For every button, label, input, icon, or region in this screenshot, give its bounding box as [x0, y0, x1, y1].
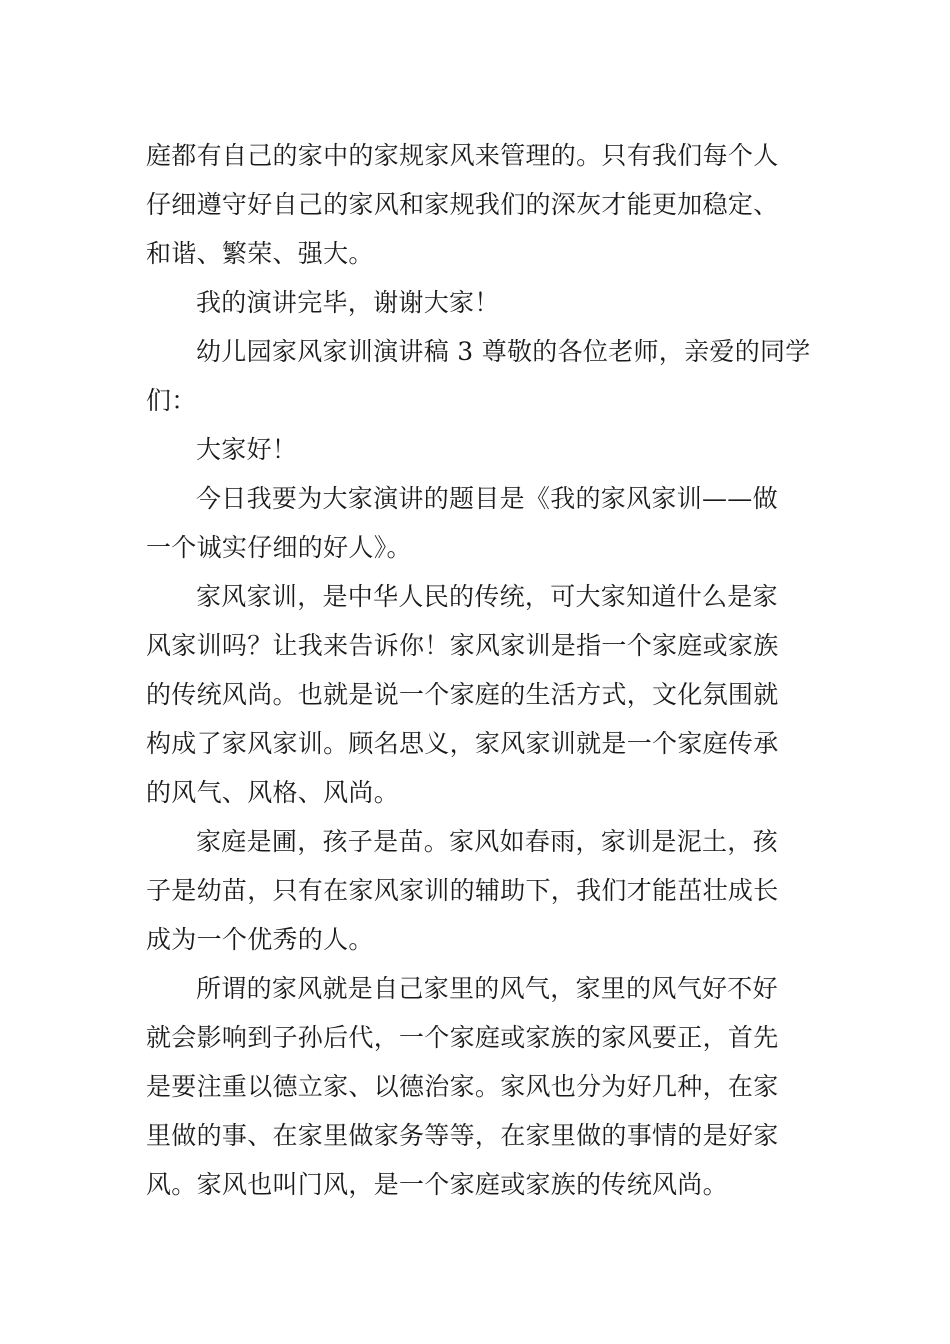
- text-line: 里做的事、在家里做家务等等，在家里做的事情的是好家: [146, 1121, 779, 1150]
- text-line: 们：: [146, 386, 197, 415]
- text-line: 一个诚实仔细的好人》。: [146, 533, 412, 562]
- text-line: 子是幼苗，只有在家风家训的辅助下，我们才能茁壮成长: [146, 876, 779, 905]
- paragraph: [146, 964, 806, 1209]
- paragraph: [146, 425, 806, 474]
- text-line: 风家训吗？让我来告诉你！家风家训是指一个家庭或家族: [146, 631, 779, 660]
- text-line: 就会影响到子孙后代，一个家庭或家族的家风要正，首先: [146, 1023, 779, 1052]
- paragraph: [146, 474, 806, 572]
- text-line: 风。家风也叫门风，是一个家庭或家族的传统风尚。: [146, 1170, 728, 1199]
- paragraph: [146, 278, 806, 327]
- text-line: 今日我要为大家演讲的题目是《我的家风家训——做: [196, 484, 778, 513]
- text-line: 我的演讲完毕，谢谢大家！: [196, 288, 500, 317]
- text-line: 庭都有自己的家中的家规家风来管理的。只有我们每个人: [146, 141, 779, 170]
- text-line: 所谓的家风就是自己家里的风气，家里的风气好不好: [196, 974, 778, 1003]
- text-line: 是要注重以德立家、以德治家。家风也分为好几种，在家: [146, 1072, 779, 1101]
- text-line: 家庭是圃，孩子是苗。家风如春雨，家训是泥土，孩: [196, 827, 778, 856]
- text-line: 构成了家风家训。顾名思义，家风家训就是一个家庭传承: [146, 729, 779, 758]
- text-line: 的传统风尚。也就是说一个家庭的生活方式，文化氛围就: [146, 680, 779, 709]
- paragraph: [146, 131, 806, 278]
- text-line: 成为一个优秀的人。: [146, 925, 374, 954]
- paragraph: [146, 572, 806, 817]
- text-line: 仔细遵守好自己的家风和家规我们的深灰才能更加稳定、: [146, 190, 779, 219]
- paragraph: [146, 327, 811, 425]
- text-line: 的风气、风格、风尚。: [146, 778, 400, 807]
- text-line: 大家好！: [196, 435, 298, 464]
- text-line: 和谐、繁荣、强大。: [146, 239, 374, 268]
- text-line: 幼儿园家风家训演讲稿 3 尊敬的各位老师，亲爱的同学: [196, 337, 811, 366]
- text-line: 家风家训，是中华人民的传统，可大家知道什么是家: [196, 582, 778, 611]
- document-body: [146, 131, 811, 1209]
- paragraph: [146, 817, 806, 964]
